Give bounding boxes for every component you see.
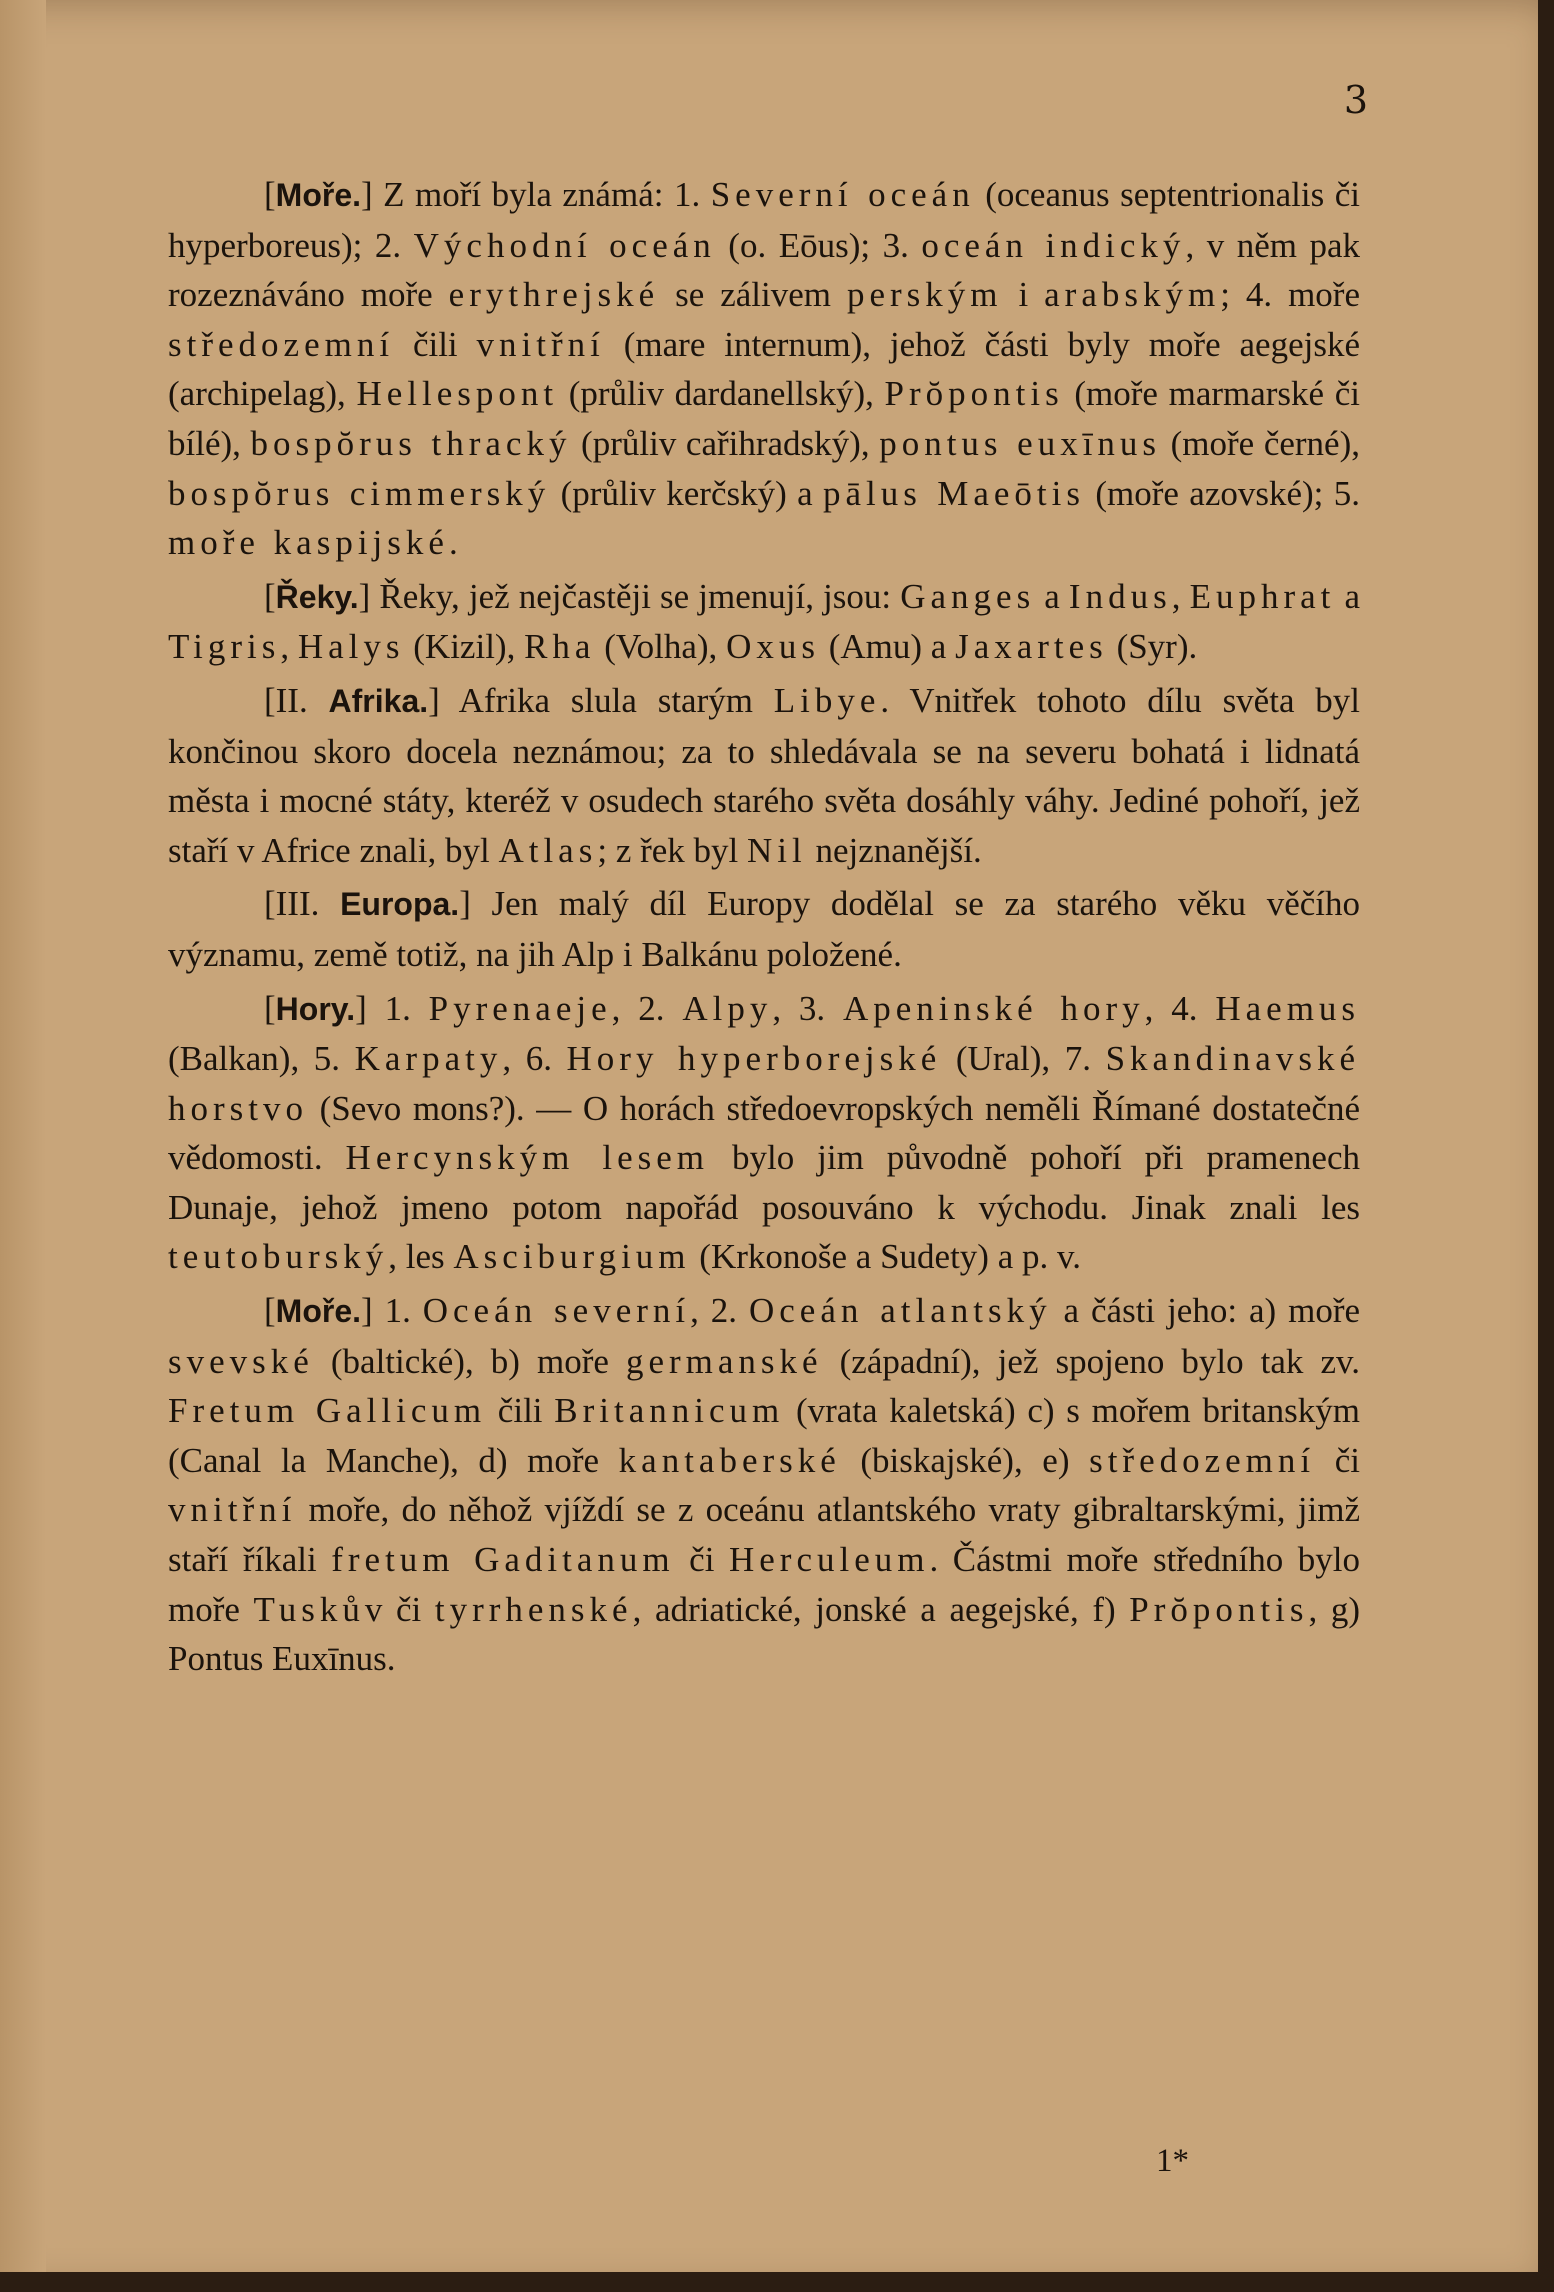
text-run: (mare internum), jehož části byly moře aegejské (archipelag), bbox=[168, 324, 1360, 414]
text-run: , 2. bbox=[611, 988, 683, 1028]
spaced-term: Libye bbox=[773, 680, 881, 720]
text-run: (biskajské), e) bbox=[840, 1440, 1090, 1480]
text-run: a části jeho: a) moře bbox=[1051, 1291, 1361, 1331]
spaced-term: Atlas bbox=[498, 830, 598, 870]
text-run: ] Jen malý díl Europy dodělal se za starého věku věčího významu, země totiž, na jih Alp i Balkánu položené. bbox=[168, 884, 1360, 974]
spaced-term: arabským bbox=[1044, 275, 1221, 315]
spaced-term: Karpaty bbox=[354, 1039, 503, 1079]
spaced-term: Indus bbox=[1068, 576, 1172, 616]
spaced-term: teutoburský bbox=[168, 1237, 389, 1277]
spaced-term: Britannicum bbox=[554, 1391, 785, 1431]
spaced-term: Prŏpontis bbox=[884, 374, 1064, 414]
text-run: , bbox=[1171, 576, 1190, 616]
spaced-term: Apeninské hory bbox=[842, 988, 1145, 1028]
section-heading: Řeky. bbox=[275, 578, 359, 615]
spaced-term: Hercynským lesem bbox=[345, 1138, 709, 1178]
text-run: v či bbox=[364, 1589, 435, 1629]
paragraph-seas-europe bbox=[168, 1286, 1360, 1684]
body-text bbox=[168, 170, 1360, 1684]
text-run: čili bbox=[394, 324, 477, 364]
spaced-term: Hory hyperborejské bbox=[566, 1039, 942, 1079]
spaced-term: fretum Gaditanum bbox=[331, 1540, 675, 1580]
paragraph-africa bbox=[168, 676, 1360, 875]
paragraph-mountains bbox=[168, 984, 1360, 1283]
text-run: [II. bbox=[264, 680, 329, 720]
spaced-term: Pyrenaeje bbox=[428, 988, 612, 1028]
text-run: (baltické), b) moře bbox=[313, 1341, 626, 1381]
spaced-term: Asciburgium bbox=[453, 1237, 691, 1277]
text-run: (Krkonoše a Sudety) a p. v. bbox=[690, 1237, 1081, 1277]
spaced-term: Nil bbox=[747, 830, 807, 870]
text-run: , g) Pontus Euxīnus. bbox=[168, 1589, 1360, 1679]
text-run: (průliv dardanellský), bbox=[558, 374, 885, 414]
text-run: , 3. bbox=[772, 988, 843, 1028]
section-heading: Hory. bbox=[275, 990, 356, 1027]
text-run: , bbox=[280, 627, 298, 667]
text-run: ] 1. bbox=[361, 1291, 423, 1331]
spaced-term: Skandinavské horstvo bbox=[168, 1039, 1360, 1128]
text-run: (Volha), bbox=[595, 627, 727, 667]
text-run: . Částmi moře středního bylo moře bbox=[168, 1540, 1361, 1629]
text-run: ] Z moří byla známá: 1. bbox=[361, 175, 711, 214]
text-run: a bbox=[1035, 576, 1069, 616]
text-run: ] 1. bbox=[355, 988, 429, 1028]
spaced-term: Rha bbox=[524, 627, 596, 667]
spaced-term: Fretum Gallicum bbox=[168, 1391, 487, 1431]
text-run: ] Afrika slula starým bbox=[428, 680, 774, 720]
text-run: moře, do něhož vjíždí se z oceánu atlantského vraty gibraltarskými, jimž staří říkali bbox=[168, 1490, 1360, 1580]
spaced-term: Tigris bbox=[168, 627, 281, 667]
spaced-term: Východní oceán bbox=[413, 225, 716, 265]
spaced-term: bospŏrus cimmerský bbox=[168, 473, 551, 513]
text-run: (Balkan), 5. bbox=[168, 1039, 355, 1079]
spaced-term: Euphrat bbox=[1189, 576, 1336, 616]
spaced-term: Oxus bbox=[726, 627, 820, 667]
text-run: (oceanus septentrionalis či hyperboreus); 2. bbox=[168, 175, 1360, 265]
spaced-term: Prŏpontis bbox=[1129, 1589, 1309, 1629]
spaced-term: Tusků bbox=[253, 1589, 365, 1629]
page-edge-bottom bbox=[0, 2272, 1554, 2292]
text-run: [ bbox=[264, 175, 276, 214]
text-run: bylo jim původně pohoří při pramenech Dunaje, jehož jmeno potom napořád posouváno k východu. Jinak znali les bbox=[168, 1138, 1360, 1227]
text-run: , les bbox=[388, 1237, 454, 1277]
text-run: (Ural), 7. bbox=[941, 1039, 1106, 1079]
text-run: (průliv kerčský) a bbox=[550, 473, 823, 513]
spaced-term: pontus euxīnus bbox=[879, 423, 1162, 463]
page-gutter bbox=[0, 0, 46, 2292]
spaced-term: Alpy bbox=[682, 988, 773, 1028]
spaced-term: oceán indický bbox=[921, 225, 1186, 265]
text-run: , 2. bbox=[690, 1291, 749, 1331]
paragraph-rivers bbox=[168, 572, 1360, 672]
text-run: . bbox=[448, 523, 458, 563]
text-run: (vrata kaletská) c) s mořem britanským (Canal la Manche), d) moře bbox=[168, 1391, 1360, 1480]
text-run: (moře černé), bbox=[1161, 423, 1360, 463]
text-run: nejznanější. bbox=[806, 830, 982, 870]
spaced-term: germanské bbox=[625, 1341, 823, 1381]
text-run: [ bbox=[264, 1291, 276, 1331]
spaced-term: Ganges bbox=[900, 576, 1036, 616]
spaced-term: Severní oceán bbox=[710, 175, 975, 214]
spaced-term: perským bbox=[846, 275, 1003, 315]
text-run: či bbox=[1315, 1440, 1360, 1480]
spaced-term: Halys bbox=[297, 627, 405, 667]
text-run: ; z řek byl bbox=[597, 830, 748, 870]
section-heading: Moře. bbox=[275, 1293, 361, 1330]
text-run: či bbox=[674, 1540, 729, 1580]
spaced-term: svevské bbox=[168, 1341, 314, 1381]
spaced-term: Haemus bbox=[1215, 988, 1361, 1028]
text-run: [III. bbox=[264, 884, 341, 924]
spaced-term: středozemní bbox=[1089, 1440, 1316, 1480]
spaced-term: vnitřní bbox=[476, 324, 605, 364]
text-run: , 6. bbox=[502, 1039, 567, 1079]
text-run: čili bbox=[486, 1391, 555, 1431]
spaced-term: pālus Maeōtis bbox=[823, 473, 1085, 513]
text-run: (průliv cařihradský), bbox=[571, 423, 880, 463]
paragraph-europe bbox=[168, 879, 1360, 979]
text-run: , v něm pak rozeznáváno moře bbox=[168, 225, 1360, 315]
spaced-term: bospŏrus thracký bbox=[250, 423, 572, 463]
spaced-term: středozemní bbox=[168, 324, 395, 364]
signature-mark: 1* bbox=[1156, 2143, 1189, 2179]
text-run: [ bbox=[264, 988, 276, 1028]
text-run: , adriatické, jonské a aegejské, f) bbox=[632, 1589, 1130, 1629]
text-run: . Vnitřek tohoto dílu světa byl končinou skoro docela neznámou; za to shledávala se na severu bohatá i lidnatá města i mocné státy, kteréž v osudech starého světa dosáhly váhy. Jediné pohoří, jež staří v Africe znali, byl bbox=[168, 680, 1361, 870]
spaced-term: erythrejské bbox=[448, 275, 660, 315]
text-run: se zálivem bbox=[659, 275, 847, 315]
spaced-term: kantaberské bbox=[618, 1440, 841, 1480]
spaced-term: vnitřní bbox=[168, 1490, 297, 1530]
text-run: a bbox=[1335, 576, 1360, 616]
text-run: ; 4. moře bbox=[1220, 275, 1360, 315]
spaced-term: Jaxartes bbox=[955, 627, 1108, 667]
spaced-term: tyrrhenské bbox=[434, 1589, 633, 1629]
spaced-term: Oceán atlantský bbox=[748, 1291, 1052, 1331]
text-run: (Sevo mons?). — O horách středoevropských neměli Římané dostatečné vědomosti. bbox=[168, 1088, 1360, 1178]
text-run: (moře marmarské či bílé), bbox=[168, 374, 1360, 463]
section-heading: Europa. bbox=[340, 886, 460, 923]
text-run: ] Řeky, jež nejčastěji se jmenují, jsou: bbox=[358, 576, 901, 616]
text-run: (moře azovské); 5. bbox=[1085, 473, 1360, 513]
text-run: i bbox=[1002, 275, 1045, 315]
spaced-term: Herculeum bbox=[728, 1540, 930, 1580]
text-run: (Amu) a bbox=[819, 627, 956, 667]
page-number: 3 bbox=[1343, 78, 1368, 122]
paragraph-seas-ancient bbox=[168, 170, 1360, 568]
section-heading: Moře. bbox=[275, 177, 361, 213]
text-run: (Kizil), bbox=[404, 627, 525, 667]
text-run: , 4. bbox=[1144, 988, 1216, 1028]
spaced-term: Hellespont bbox=[356, 374, 559, 414]
page-edge-right bbox=[1538, 0, 1554, 2292]
section-heading: Afrika. bbox=[328, 682, 429, 719]
spaced-term: moře kaspijské bbox=[168, 523, 449, 563]
spaced-term: Oceán severní bbox=[422, 1291, 691, 1331]
text-run: [ bbox=[264, 576, 276, 616]
text-run: (Syr). bbox=[1107, 627, 1198, 667]
text-run: (západní), jež spojeno bylo tak zv. bbox=[822, 1341, 1360, 1381]
text-run: (o. Eōus); 3. bbox=[715, 225, 922, 265]
